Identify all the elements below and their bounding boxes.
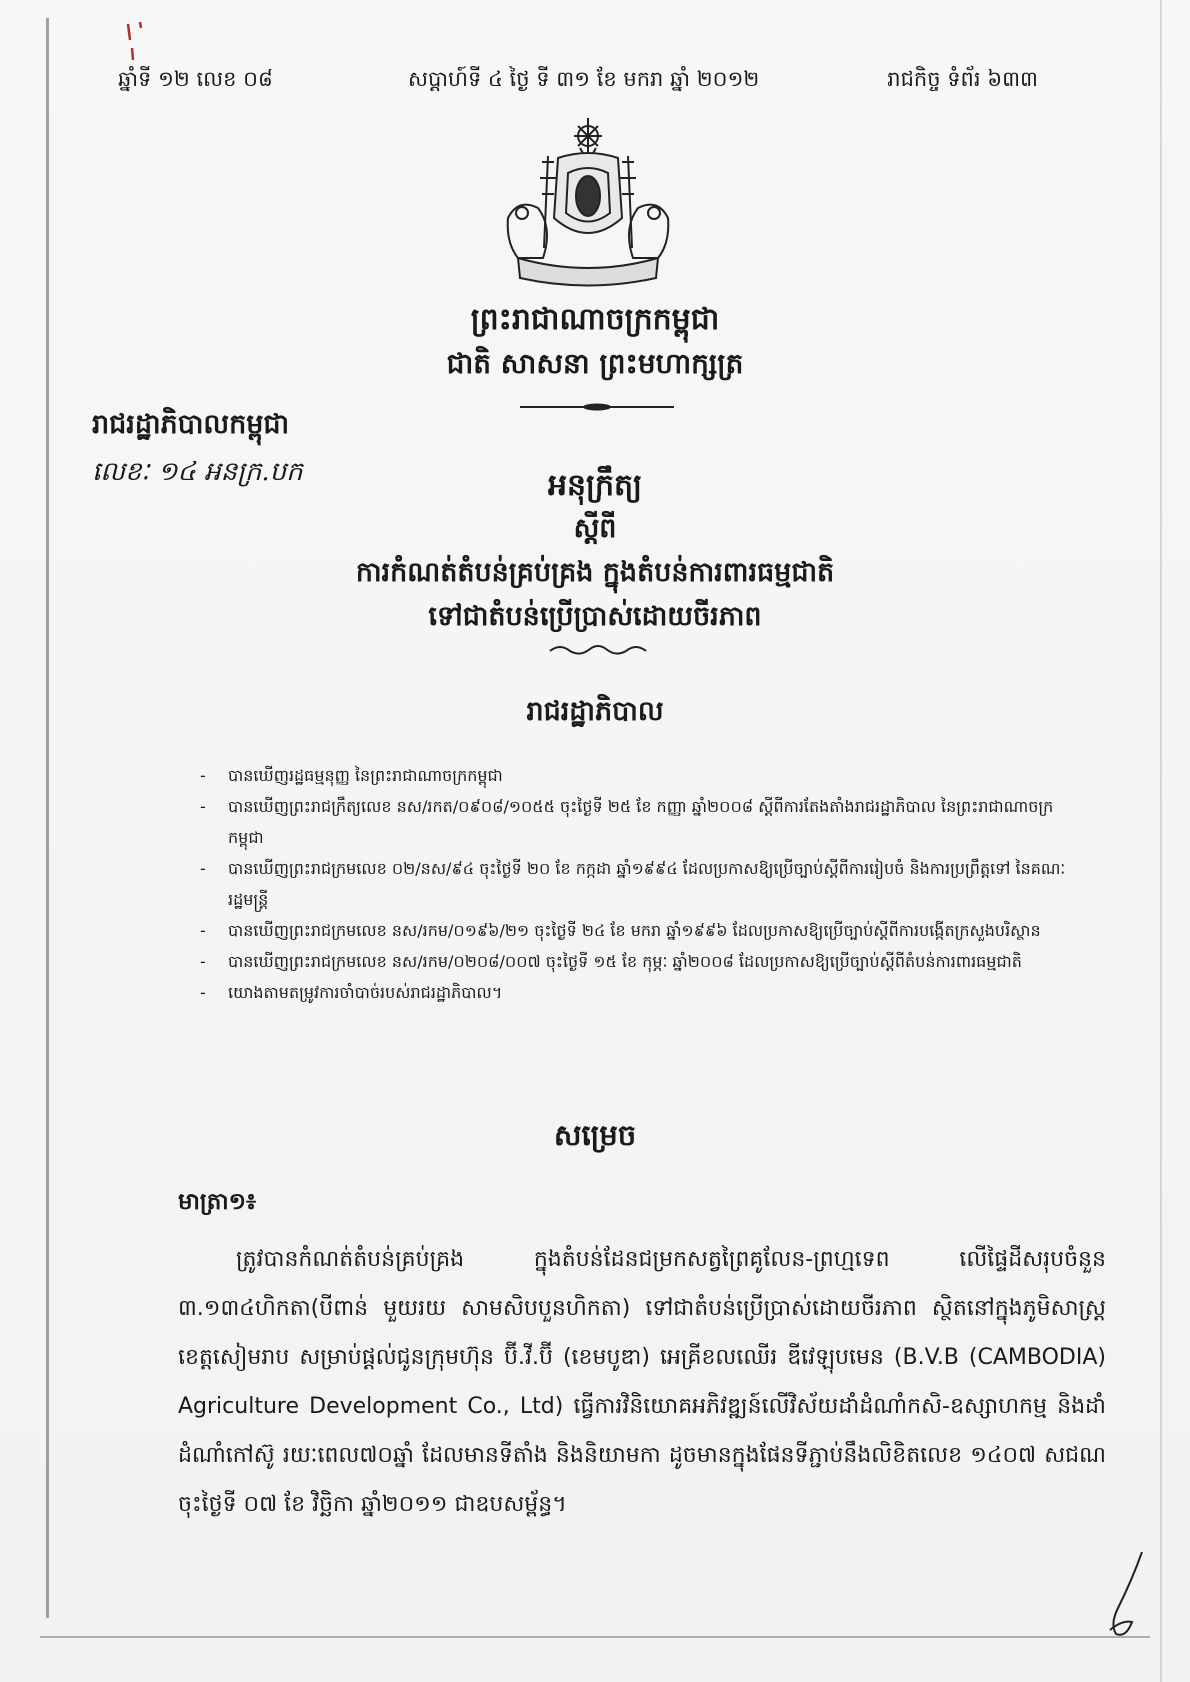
initial-signature-icon [1102,1550,1146,1640]
list-item: - យោងតាមតម្រូវការចាំបាច់របស់រាជរដ្ឋាភិបាល។ [200,977,1080,1008]
royal-coat-of-arms-icon [498,118,678,293]
scan-edge-left [46,18,49,1618]
gazette-issue: ឆ្នាំទី ១២ លេខ ០៨ [118,67,273,91]
decree-title-line1: ការកំណត់តំបន់គ្រប់គ្រង ក្នុងតំបន់ការពារធម្មជាតិ [355,557,835,588]
list-item: - បានឃើញព្រះរាជក្រមលេខ នស/រកម/០២០៨/០០៧ ចុះថ្ងៃទី ១៥ ខែ កុម្ភៈ ឆ្នាំ២០០៨ ដែលប្រកាសឱ្យប្រើច្បាប់ស្ដីពីតំបន់ការពារធម្មជាតិ [200,946,1080,977]
references-list [200,760,1080,1008]
pen-mark-icon [110,20,150,70]
decree-title-line2: ទៅជាតំបន់ប្រើប្រាស់ដោយចីរភាព [428,601,762,632]
list-item: - បានឃើញព្រះរាជក្រឹត្យលេខ នស/រកត/០៩០៨/១០៥៥ ចុះថ្ងៃទី ២៥ ខែ កញ្ញា ឆ្នាំ២០០៨ ស្ដីពីការតែងតាំងរាជរដ្ឋាភិបាល នៃព្រះរាជាណាចក្រកម្ពុជា [200,791,1080,853]
list-item: - បានឃើញរដ្ឋធម្មនុញ្ញ នៃព្រះរាជាណាចក្រកម្ពុជា [200,760,1080,791]
article-1-heading: មាត្រា១៖ [178,1189,257,1215]
decides-heading: សម្រេច [553,1118,637,1152]
ornamental-divider [520,402,674,412]
scan-edge-bottom [40,1636,1150,1638]
government-heading: រាជរដ្ឋាភិបាល [526,696,664,727]
decree-type: អនុក្រឹត្យ [547,468,643,503]
list-item: - បានឃើញព្រះរាជក្រមលេខ ០២/នស/៩៤ ចុះថ្ងៃទី ២០ ខែ កក្កដា ឆ្នាំ១៩៩៤ ដែលប្រកាសឱ្យប្រើច្បាប់ស្ដីពីការរៀបចំ និងការប្រព្រឹត្តទៅ នៃគណៈរដ្ឋមន្ត្រី [200,853,1080,915]
document-number-label: លេខៈ [92,457,150,487]
gazette-page: រាជកិច្ច ទំព័រ ៦៣៣ [887,67,1038,91]
kingdom-name: ព្រះរាជាណាចក្រកម្ពុជា [470,302,720,337]
document-number-value: ១៤ អនក្រ.បក [157,457,303,487]
gazette-date: សប្ដាហ៍ទី ៤ ថ្ងៃ ទី ៣១ ខែ មករា ឆ្នាំ ២០១២ [408,67,760,91]
scan-edge-right [1160,0,1162,1682]
decree-regarding: ស្ដីពី [573,513,617,544]
title-ornament [548,643,648,657]
article-1-text: ត្រូវបានកំណត់តំបន់គ្រប់គ្រង ក្នុងតំបន់ដែនជម្រកសត្វព្រៃគូលែន-ព្រហ្មទេព លើផ្ទៃដីសរុបចំនួន ៣.១៣៤ហិកតា(បីពាន់ មួយរយ សាមសិបបួនហិកតា) ទៅជាតំបន់ប្រើប្រាស់ដោយចីរភាព ស្ថិតនៅក្នុងភូមិសាស្ត្រខេត្តសៀមរាប សម្រាប់ផ្ដល់ជូនក្រុមហ៊ុន ប៊ី.វី.ប៊ី (ខេមបូឌា) អេគ្រីខលឈើរ ឌីវេឡុបមេន (B.V.B (CAMBODIA) Agriculture Development Co., Ltd) ធ្វើការវិនិយោគអភិវឌ្ឍន៍លើវិស័យដាំដំណាំកសិ-ឧស្សាហកម្ម និងដាំដំណាំកៅស៊ូ រយៈពេល៧០ឆ្នាំ ដែលមានទីតាំង និងនិយាមកា ដូចមានក្នុងផែនទីភ្ជាប់នឹងលិខិតលេខ ១៤០៧ សជណ ចុះថ្ងៃទី ០៧ ខែ វិច្ឆិកា ឆ្នាំ២០១១ ជាឧបសម្ព័ន្ធ។ [178,1247,1106,1517]
national-motto: ជាតិ សាសនា ព្រះមហាក្សត្រ [446,347,744,380]
gazette-header [118,66,1038,96]
list-item: - បានឃើញព្រះរាជក្រមលេខ នស/រកម/០១៩៦/២១ ចុះថ្ងៃទី ២៤ ខែ មករា ឆ្នាំ១៩៩៦ ដែលប្រកាសឱ្យប្រើច្បាប់ស្ដីពីការបង្កើតក្រសួងបរិស្ថាន [200,915,1080,946]
issuing-government: រាជរដ្ឋាភិបាលកម្ពុជា [92,409,290,440]
